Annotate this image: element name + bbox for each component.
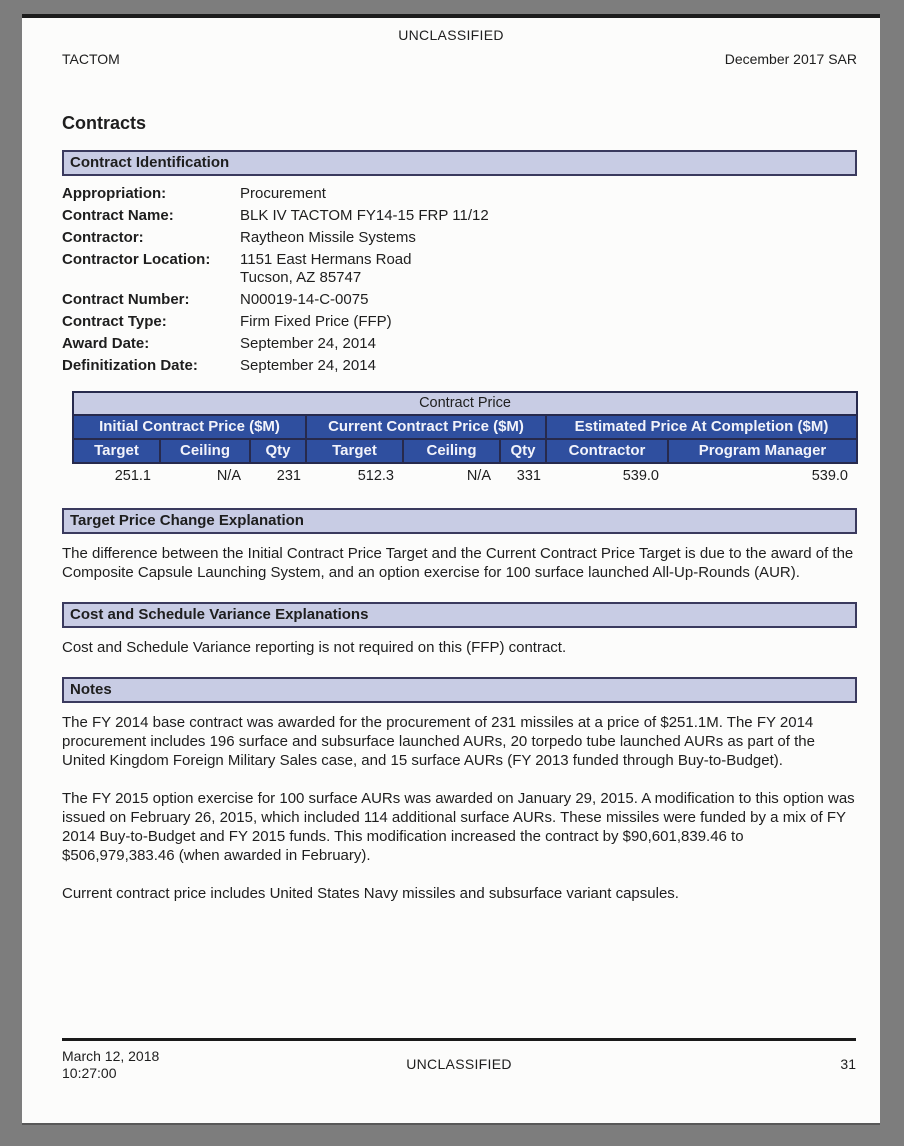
contract-price-table bbox=[72, 391, 858, 486]
value-initial-qty: 231 bbox=[276, 468, 301, 484]
col-initial-qty: Qty bbox=[250, 439, 306, 463]
col-contractor-estimate: Contractor bbox=[546, 439, 668, 463]
col-current-target: Target bbox=[306, 439, 403, 463]
address-line-2: Tucson, AZ 85747 bbox=[240, 269, 362, 286]
classification-banner-top: UNCLASSIFIED bbox=[398, 27, 504, 43]
value-program-manager-estimate: 539.0 bbox=[811, 468, 848, 484]
notes-paragraph-3: Current contract price includes United States Navy missiles and subsurface variant capsules. bbox=[62, 885, 679, 902]
section-header-cost-schedule-variance: Cost and Schedule Variance Explanations bbox=[62, 602, 857, 628]
table-data-row bbox=[73, 463, 857, 486]
field-label: Contract Name: bbox=[62, 207, 174, 224]
field-label: Contract Type: bbox=[62, 313, 167, 330]
col-initial-target: Target bbox=[73, 439, 160, 463]
field-value: Raytheon Missile Systems bbox=[240, 229, 416, 246]
group-initial-contract-price: Initial Contract Price ($M) bbox=[73, 415, 306, 439]
table-title-row bbox=[73, 392, 857, 415]
section-header-target-price-change: Target Price Change Explanation bbox=[62, 508, 857, 534]
field-award-date bbox=[62, 335, 857, 353]
col-initial-ceiling: Ceiling bbox=[160, 439, 250, 463]
footer-rule bbox=[62, 1038, 856, 1041]
value-current-ceiling: N/A bbox=[466, 468, 491, 484]
classification-banner-bottom: UNCLASSIFIED bbox=[406, 1056, 512, 1072]
field-contract-type bbox=[62, 313, 857, 331]
field-definitization-date bbox=[62, 357, 857, 375]
page-number: 31 bbox=[840, 1056, 856, 1072]
address-line-1: 1151 East Hermans Road bbox=[240, 251, 412, 268]
target-price-change-text: The difference between the Initial Contract Price Target and the Current Contract Price Target is due to the award of the Composite Capsule Launching System, and an option exercise for 100 surface launched All-Up-Rounds (AUR). bbox=[62, 545, 854, 581]
table-column-header-row bbox=[73, 439, 857, 463]
page-title: Contracts bbox=[62, 113, 147, 133]
section-header-contract-identification: Contract Identification bbox=[62, 150, 857, 176]
value-initial-ceiling: N/A bbox=[216, 468, 241, 484]
program-name: TACTOM bbox=[62, 51, 120, 67]
table-group-header-row bbox=[73, 415, 857, 439]
group-current-contract-price: Current Contract Price ($M) bbox=[306, 415, 546, 439]
cost-schedule-variance-text: Cost and Schedule Variance reporting is not required on this (FFP) contract. bbox=[62, 639, 567, 656]
field-value: N00019-14-C-0075 bbox=[240, 291, 369, 308]
value-current-target: 512.3 bbox=[357, 468, 394, 484]
col-current-ceiling: Ceiling bbox=[403, 439, 500, 463]
value-initial-target: 251.1 bbox=[114, 468, 151, 484]
page-content bbox=[22, 51, 880, 903]
value-current-qty: 331 bbox=[516, 468, 541, 484]
notes-paragraph-2: The FY 2015 option exercise for 100 surface AURs was awarded on January 29, 2015. A modification to this option was issued on February 26, 2015, which included 114 additional surface AURs. These missiles were funded by a mix of FY 2014 Buy-to-Budget and FY 2015 funds. This modification increased the contract by $90,601,839.46 to $506,979,383.46 (when awarded in February). bbox=[62, 790, 855, 864]
field-label: Contractor: bbox=[62, 229, 144, 246]
notes-paragraph-1: The FY 2014 base contract was awarded for the procurement of 231 missiles at a price of $251.1M. The FY 2014 procurement includes 196 surface and subsurface launched AURs, 20 torpedo tube launched AURs as part of the United Kingdom Foreign Military Sales case, and 15 surface AURs (FY 2013 funded through Buy-to-Budget). bbox=[62, 714, 815, 769]
footer-date: March 12, 2018 bbox=[62, 1048, 160, 1064]
field-label: Award Date: bbox=[62, 335, 150, 352]
field-value: Procurement bbox=[240, 185, 326, 202]
section-header-notes: Notes bbox=[62, 677, 857, 703]
field-value: BLK IV TACTOM FY14-15 FRP 11/12 bbox=[240, 207, 489, 224]
field-contractor bbox=[62, 229, 857, 247]
field-contract-number bbox=[62, 291, 857, 309]
report-name: December 2017 SAR bbox=[724, 51, 857, 67]
table-title: Contract Price bbox=[73, 392, 857, 415]
footer-time: 10:27:00 bbox=[62, 1065, 117, 1081]
document-page bbox=[22, 14, 880, 1125]
field-label: Definitization Date: bbox=[62, 357, 198, 374]
field-value: September 24, 2014 bbox=[240, 335, 376, 352]
value-contractor-estimate: 539.0 bbox=[622, 468, 659, 484]
running-header bbox=[62, 51, 857, 67]
group-estimated-price-at-completion: Estimated Price At Completion ($M) bbox=[546, 415, 857, 439]
field-value: September 24, 2014 bbox=[240, 357, 376, 374]
field-label: Appropriation: bbox=[62, 185, 167, 202]
field-appropriation bbox=[62, 185, 857, 203]
page-footer bbox=[62, 1038, 856, 1082]
col-current-qty: Qty bbox=[500, 439, 546, 463]
field-value bbox=[240, 251, 411, 287]
contract-identification-fields bbox=[62, 185, 857, 375]
field-contract-name bbox=[62, 207, 857, 225]
field-label: Contract Number: bbox=[62, 291, 190, 308]
field-contractor-location bbox=[62, 251, 857, 287]
footer-row bbox=[62, 1048, 856, 1082]
field-value: Firm Fixed Price (FFP) bbox=[240, 313, 392, 330]
field-label: Contractor Location: bbox=[62, 251, 211, 268]
col-program-manager-estimate: Program Manager bbox=[668, 439, 857, 463]
